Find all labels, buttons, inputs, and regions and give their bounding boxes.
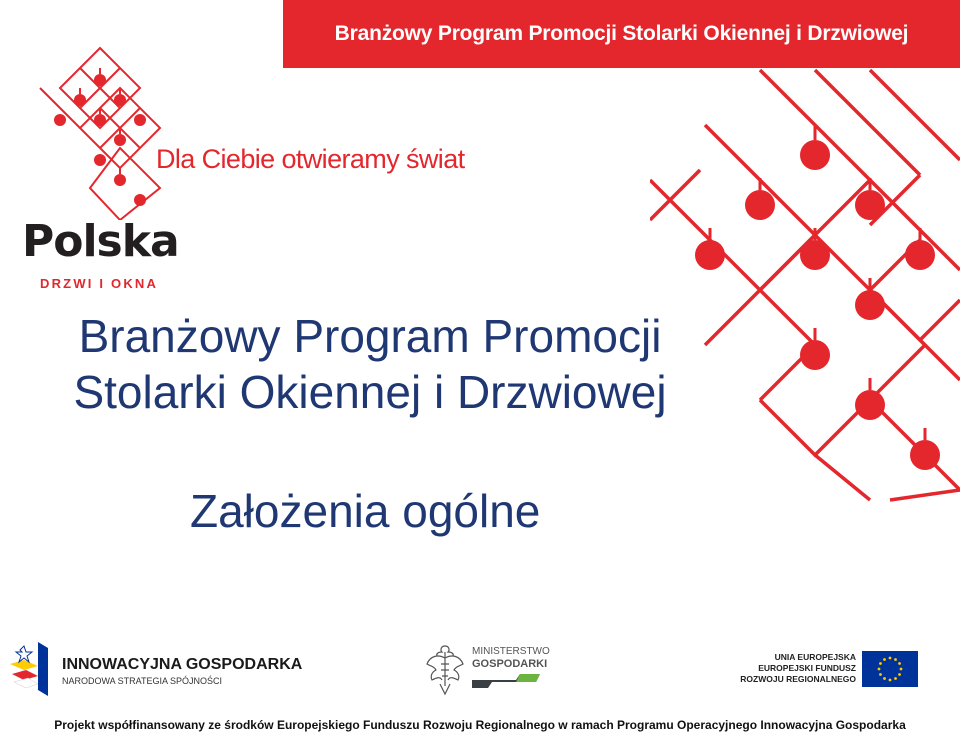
ig-name: INNOWACYJNA GOSPODARKA: [62, 656, 303, 673]
ministry-line2: GOSPODARKI: [472, 658, 548, 670]
eu-star: [894, 677, 897, 680]
slide-subtitle: Założenia ogólne: [190, 485, 541, 537]
eu-star: [878, 668, 881, 671]
eu-line1: UNIA EUROPEJSKA: [774, 652, 856, 662]
ministry-line1: MINISTERSTWO: [472, 646, 550, 657]
eu-star: [894, 658, 897, 661]
logo-wordmark: Polska: [22, 216, 179, 267]
innowacyjna-gospodarka-logo: [8, 640, 308, 700]
logo-subtitle: DRZWI I OKNA: [40, 276, 159, 291]
eu-line2: EUROPEJSKI FUNDUSZ: [758, 663, 856, 673]
ig-subtitle: NARODOWA STRATEGIA SPÓJNOŚCI: [62, 676, 223, 686]
main-title-line2: Stolarki Okiennej i Drzwiowej: [73, 366, 667, 418]
eu-star: [889, 657, 892, 660]
polish-eagle-icon: [424, 640, 466, 698]
folk-pattern-decoration-icon: [650, 60, 960, 510]
eu-star: [883, 677, 886, 680]
eu-star: [898, 673, 901, 676]
eu-star: [879, 662, 882, 665]
main-title: [60, 308, 680, 420]
eu-star: [879, 673, 882, 676]
polska-folk-pattern-icon: [30, 40, 170, 220]
eu-line3: ROZWOJU REGIONALNEGO: [740, 674, 856, 684]
eu-star: [889, 679, 892, 682]
top-banner: [283, 0, 960, 68]
eu-star: [900, 668, 903, 671]
ministry-logo: [424, 640, 564, 700]
logo-tagline: Dla Ciebie otwieramy świat: [156, 144, 465, 174]
eu-star: [883, 658, 886, 661]
eu-text: [740, 652, 856, 685]
innowacyjna-gospodarka-emblem-icon: [8, 640, 50, 698]
ministry-stripe-icon: [472, 674, 540, 688]
main-title-line1: Branżowy Program Promocji: [78, 310, 662, 362]
eu-flag-icon: [862, 651, 918, 687]
banner-text: Branżowy Program Promocji Stolarki Okiennej i Drzwiowej: [334, 22, 909, 45]
footer-note: Projekt współfinansowany ze środków Europejskiego Funduszu Rozwoju Regionalnego w ramach Programu Operacyjnego Innowacyjna Gospodarka: [54, 718, 906, 732]
eu-star: [898, 662, 901, 665]
